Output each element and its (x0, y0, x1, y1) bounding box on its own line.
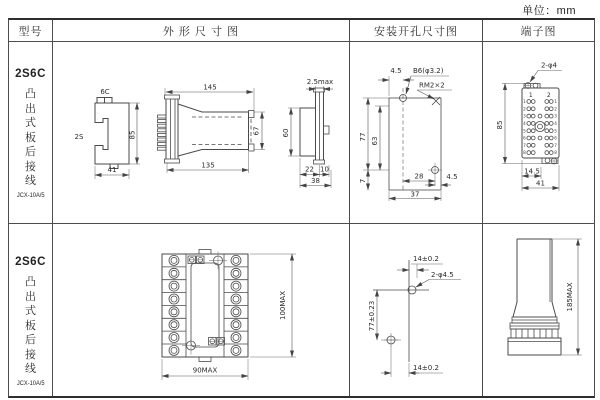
slot-screws-bottom (209, 338, 225, 346)
install-drawing-row2 (349, 222, 482, 394)
hole-callout-label: 2-φ4 (540, 61, 558, 70)
socket-body (162, 250, 248, 362)
dim-label: 63 (371, 136, 379, 146)
outline-drawing-row2 (52, 222, 349, 394)
hole-callout (530, 71, 562, 83)
svg-text:4: 4 (554, 121, 557, 126)
svg-text:2: 2 (523, 106, 526, 112)
dim-100max (250, 254, 296, 357)
header-model: 型号 (9, 20, 53, 42)
svg-text:8: 8 (523, 150, 526, 156)
dim-label: 85 (128, 130, 137, 140)
dim-label: 38 (311, 177, 320, 185)
dim-2-5max (306, 86, 333, 92)
hole-callout-label: B6(φ3.2) (413, 67, 444, 75)
dim-label: 2S (74, 133, 84, 141)
svg-text:5: 5 (523, 128, 526, 134)
model-name: 2S6C (15, 256, 46, 268)
svg-text:2: 2 (554, 106, 557, 112)
svg-text:3: 3 (554, 113, 557, 119)
hole-callout-label: 2-φ4.5 (431, 271, 454, 279)
dim-4-5-top (378, 76, 414, 96)
dim-label: 4.5 (446, 173, 458, 181)
dim-label: 100MAX (279, 291, 287, 320)
terminal-drawing-row1 (482, 40, 593, 222)
dim-label: 85 (496, 120, 504, 130)
dim-label: 2.5max (306, 78, 334, 86)
dim-label: 145 (203, 83, 217, 92)
hole-layout (373, 260, 429, 362)
hole-callout (416, 280, 461, 288)
screw-callout-label: RM2×2 (419, 81, 445, 90)
svg-text:1: 1 (554, 99, 557, 105)
header-outline: 外 形 尺 寸 图 (53, 20, 350, 42)
pin-comb (158, 115, 167, 150)
side-view (158, 95, 255, 163)
dim-label: 135 (201, 161, 215, 170)
terminal-drawing-row2 (482, 222, 593, 394)
svg-text:6: 6 (554, 135, 557, 141)
model-name: 2S6C (15, 68, 46, 80)
dim-label: 77±0.23 (368, 300, 376, 332)
column-label: 1 (528, 92, 533, 99)
dim-label: 37 (410, 190, 420, 199)
dim-label: 10 (320, 165, 329, 174)
header-install: 安装开孔尺寸图 (350, 20, 483, 42)
model-cell-row2 (9, 224, 53, 396)
slot-screws-top (188, 256, 204, 264)
unit-label: 单位：mm (522, 5, 576, 17)
outline-drawing-row1 (52, 40, 349, 222)
mount-type-vertical-text: 凸出式板后接线 (25, 276, 36, 375)
svg-text:4: 4 (523, 121, 526, 126)
mount-type-vertical-text: 凸出式板后接线 (25, 88, 36, 187)
dim-label: 41 (536, 179, 545, 188)
dim-77 (377, 290, 401, 340)
column-label: 2 (546, 92, 551, 99)
relay-side-view (508, 239, 561, 355)
dim-label: 14±0.2 (413, 364, 439, 372)
dim-label: 77 (359, 132, 367, 142)
dim-label: 14±0.2 (413, 255, 439, 263)
svg-text:1: 1 (523, 99, 526, 105)
dim-label: 60 (282, 128, 290, 138)
header-terminal: 端子图 (483, 20, 594, 42)
dim-label: 14.5 (524, 167, 540, 176)
flange-view (300, 88, 329, 164)
dim-label: 6C (100, 88, 110, 96)
model-cell-row1 (9, 42, 53, 224)
dim-label: 185MAX (566, 282, 574, 312)
dim-label: 4.5 (390, 67, 402, 75)
mount-screw-bottom-left (182, 337, 200, 355)
profile-view (95, 98, 129, 169)
dim-label: 28 (414, 172, 424, 181)
svg-text:8: 8 (554, 150, 557, 156)
sub-model: JCX-10A/5 (16, 379, 45, 387)
dim-label: 67 (252, 126, 261, 136)
svg-text:7: 7 (554, 142, 557, 148)
terminal-holes (527, 100, 553, 155)
svg-text:6: 6 (523, 135, 526, 141)
sub-model: JCX-10A/5 (16, 191, 45, 199)
svg-text:3: 3 (523, 113, 526, 119)
dim-label: 22 (305, 165, 314, 174)
dim-label: 41 (107, 166, 117, 174)
dim-label: 90MAX (192, 366, 218, 375)
install-drawing-row1 (349, 40, 482, 222)
dim-14-bottom (381, 346, 443, 377)
svg-text:7: 7 (523, 142, 526, 148)
svg-text:5: 5 (554, 128, 557, 134)
dim-label: 7 (359, 178, 367, 184)
